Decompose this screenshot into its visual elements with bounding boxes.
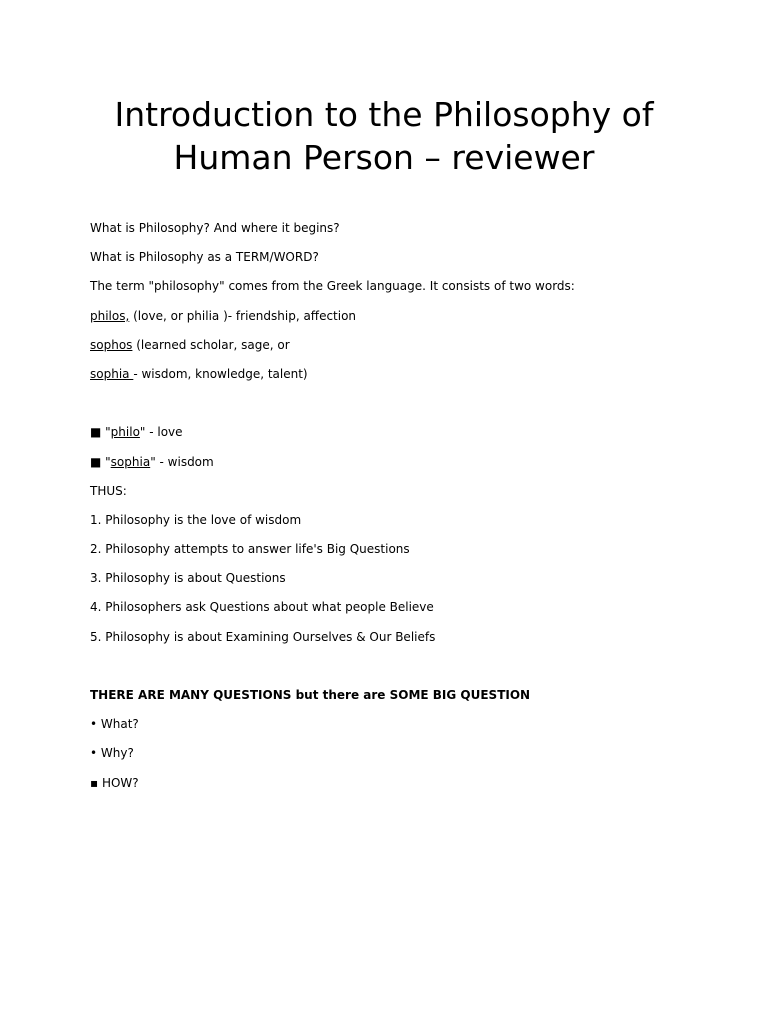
philos-def: (love, or philia )- friendship, affection <box>129 308 357 323</box>
sophos-def: (learned scholar, sage, or <box>132 337 290 352</box>
big-question-heading: THERE ARE MANY QUESTIONS but there are SOME BIG QUESTION <box>90 688 531 702</box>
point-4: 4. Philosophers ask Questions about what people Believe <box>90 600 434 615</box>
blank-line <box>90 393 710 422</box>
sophos-word: sophos <box>90 337 133 352</box>
point-3: 3. Philosophy is about Questions <box>90 571 286 586</box>
bullet-philo <box>90 422 710 451</box>
bullet-sophia <box>90 452 710 481</box>
document-title <box>60 93 708 179</box>
bullet-sophia-suffix: " - wisdom <box>150 454 214 469</box>
point-2: 2. Philosophy attempts to answer life's Big Questions <box>90 542 410 557</box>
bullet-philo-suffix: " - love <box>139 425 183 440</box>
term-intro: The term "philosophy" comes from the Greek language. It consists of two words: <box>90 279 575 294</box>
big-question-how: ▪ HOW? <box>90 775 139 790</box>
philos-definition <box>90 306 710 335</box>
bullet-sophia-prefix: ■ " <box>90 454 111 469</box>
thus-label: THUS: <box>90 483 127 498</box>
title-line-2: Human Person – reviewer <box>173 138 595 177</box>
point-5: 5. Philosophy is about Examining Ourselves & Our Beliefs <box>90 629 436 644</box>
sophia-def: - wisdom, knowledge, talent) <box>133 366 308 381</box>
question-2: What is Philosophy as a TERM/WORD? <box>90 250 319 265</box>
philos-word: philos, <box>90 308 130 323</box>
question-1: What is Philosophy? And where it begins? <box>90 221 340 235</box>
document-body <box>90 218 710 802</box>
title-line-1: Introduction to the Philosophy of <box>114 95 654 134</box>
point-1: 1. Philosophy is the love of wisdom <box>90 512 302 527</box>
big-question-why: • Why? <box>90 746 134 761</box>
bullet-philo-prefix: ■ " <box>90 425 111 440</box>
bullet-philo-word: philo <box>110 425 140 440</box>
bullet-sophia-word: sophia <box>110 454 151 469</box>
sophos-definition <box>90 335 710 364</box>
big-question-what: • What? <box>90 717 139 732</box>
sophia-definition <box>90 364 710 393</box>
blank-line <box>90 656 710 685</box>
sophia-word: sophia <box>90 366 134 381</box>
